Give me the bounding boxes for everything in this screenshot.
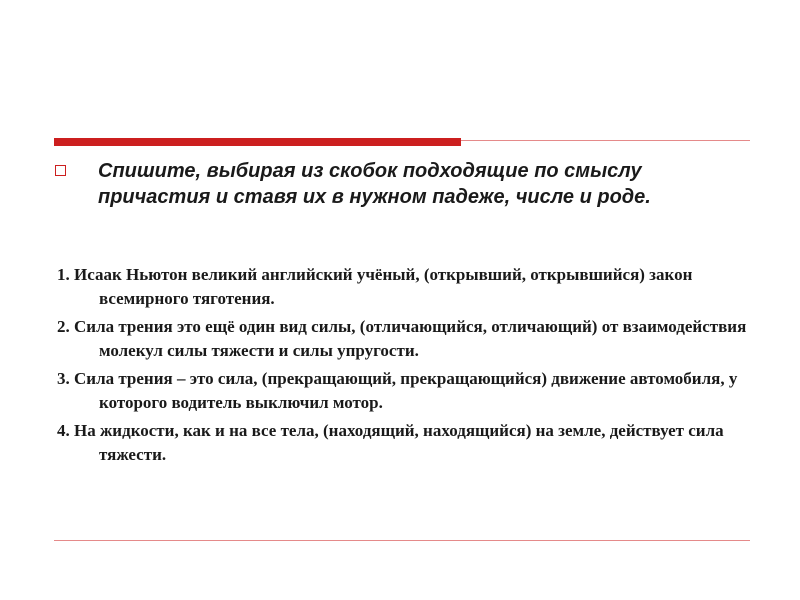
- exercise-item-2: 2. Сила трения это ещё один вид силы, (отличающийся, отличающий) от взаимодействия молекул силы тяжести и силы упругости.: [57, 317, 747, 360]
- exercise-item-4: 4. На жидкости, как и на все тела, (находящий, находящийся) на земле, действует сила тяжести.: [57, 421, 724, 464]
- bottom-thin-rule: [54, 540, 750, 541]
- top-thin-rule: [461, 140, 750, 141]
- exercise-item-1: 1. Исаак Ньютон великий английский учёный, (открывший, открывшийся) закон всемирного тяготения.: [57, 265, 693, 308]
- task-instruction: Спишите, выбирая из скобок подходящие по смыслу причастия и ставя их в нужном падеже, числе и роде.: [98, 160, 651, 208]
- square-bullet-icon: [55, 165, 66, 176]
- exercise-list: [57, 263, 747, 471]
- exercise-item-3: 3. Сила трения – это сила, (прекращающий, прекращающийся) движение автомобиля, у которого водитель выключил мотор.: [57, 369, 738, 412]
- top-accent-bar: [54, 138, 461, 146]
